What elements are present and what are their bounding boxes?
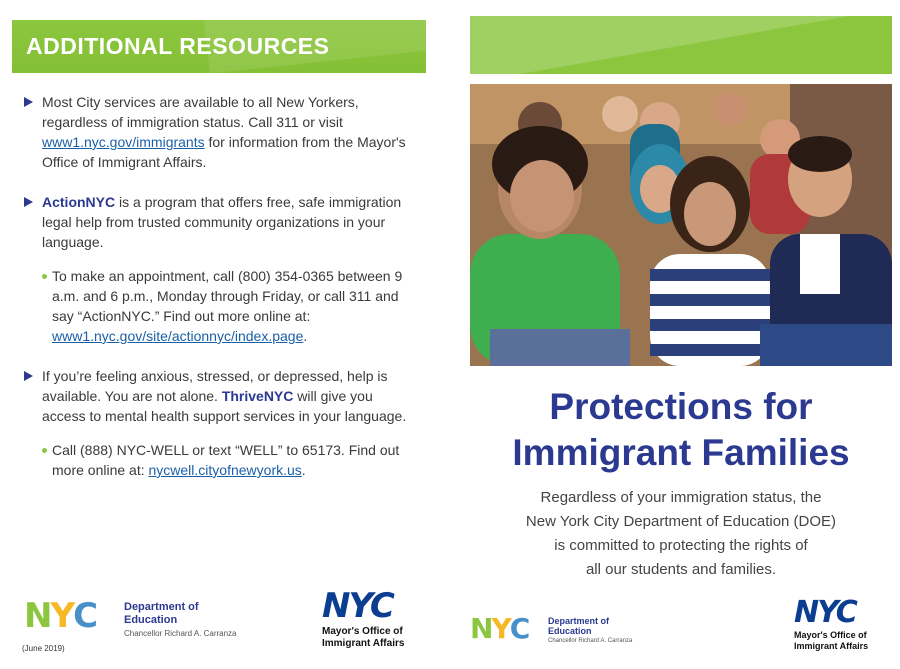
sub-item-nycwell: Call (888) NYC-WELL or text “WELL” to 65173. Find out more online at: nycwell.cityofnewyork.us. xyxy=(20,440,420,480)
cover-banner xyxy=(470,16,892,74)
additional-resources-banner xyxy=(12,20,426,73)
list-item-city-services: Most City services are available to all New Yorkers, regardless of immigration status. Call 311 or visit www1.nyc.gov/immigrants for information from the Mayor's Office of Immigrant Affairs. xyxy=(20,92,420,172)
banner-title: ADDITIONAL RESOURCES xyxy=(26,33,330,59)
nyc-moia-logo: NYC xyxy=(794,595,856,630)
triangle-bullet-icon xyxy=(24,197,33,207)
nyc-logo-letters: NYC xyxy=(470,612,529,645)
list-item-actionnyc: ActionNYC is a program that offers free, safe immigration legal help from trusted community organizations in your language. xyxy=(20,192,420,252)
actionnyc-link[interactable]: www1.nyc.gov/site/actionnyc/index.page xyxy=(52,328,304,344)
triangle-bullet-icon xyxy=(24,371,33,381)
nyc-moia-logo: NYC xyxy=(322,586,393,626)
dot-bullet-icon xyxy=(42,274,47,279)
moia-logo-text: Mayor's Office of Immigrant Affairs xyxy=(794,630,869,651)
nycwell-link[interactable]: nycwell.cityofnewyork.us xyxy=(148,462,302,478)
dot-bullet-icon xyxy=(42,448,47,453)
doe-logo-text: Department of Education Chancellor Richard A. Carranza xyxy=(124,601,237,638)
publication-date: (June 2019) xyxy=(22,644,65,653)
list-item-thrivenyc: If you’re feeling anxious, stressed, or depressed, help is available. You are not alone. ThriveNYC will give you access to mental health support services in your language. xyxy=(20,366,420,426)
thrivenyc-label: ThriveNYC xyxy=(221,388,294,404)
doe-logo-text: Department of Education Chancellor Richard A. Carranza xyxy=(548,616,633,644)
nyc-doe-logo xyxy=(470,612,528,646)
children-photo xyxy=(470,84,892,366)
triangle-bullet-icon xyxy=(24,97,33,107)
actionnyc-label: ActionNYC xyxy=(42,194,116,210)
children-photo-illustration xyxy=(470,84,892,366)
cover-title: Protections for Immigrant Families xyxy=(512,386,850,473)
resource-list xyxy=(20,92,420,500)
moia-logo-text: Mayor's Office of Immigrant Affairs xyxy=(322,626,405,649)
immigrants-link[interactable]: www1.nyc.gov/immigrants xyxy=(42,134,205,150)
cover-subtitle: Regardless of your immigration status, the New York City Department of Education (DOE) is committed to protecting the rights of all our students and families. xyxy=(525,489,837,578)
nyc-logo-letters: NYC xyxy=(24,596,97,636)
nyc-doe-logo xyxy=(24,596,96,636)
sub-item-appointment: To make an appointment, call (800) 354-0365 between 9 a.m. and 6 p.m., Monday through Friday, or call 311 and say “ActionNYC.” Find out more online at: www1.nyc.gov/site/actionnyc/index.page. xyxy=(20,266,420,346)
left-panel xyxy=(0,0,440,669)
